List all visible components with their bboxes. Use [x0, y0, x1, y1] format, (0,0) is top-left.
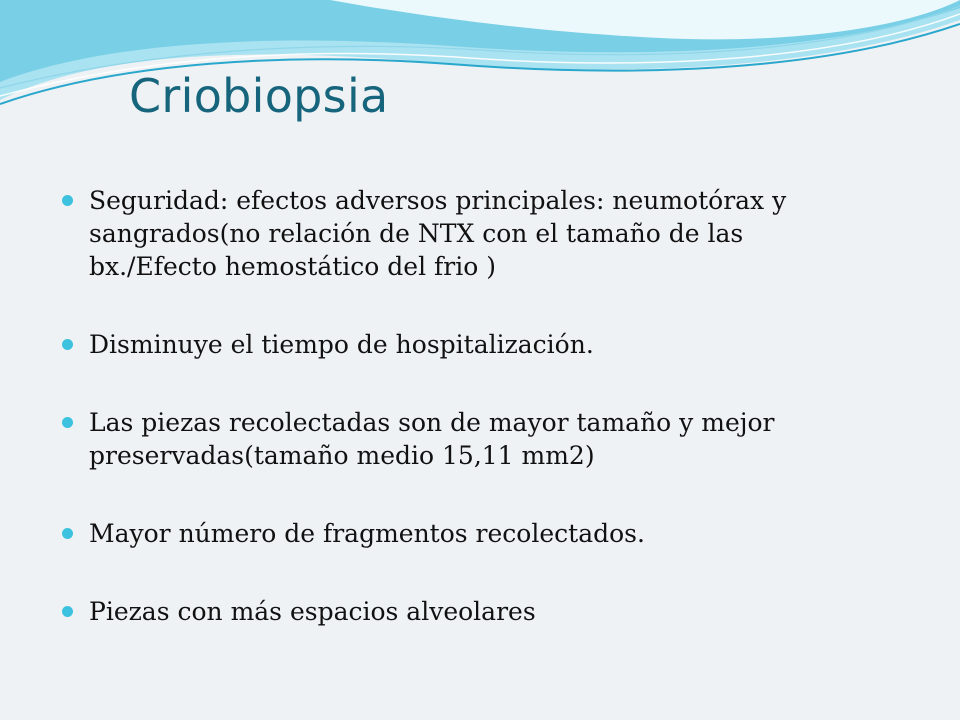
bullet-item [62, 184, 862, 283]
bullet-item [62, 406, 862, 472]
round-bullet-icon [62, 195, 73, 206]
bullet-item [62, 595, 862, 628]
bullet-text: Piezas con más espacios alveolares [89, 597, 536, 626]
bullet-item [62, 517, 862, 550]
bullet-text: Disminuye el tiempo de hospitalización. [89, 330, 594, 359]
bullet-list [62, 184, 862, 628]
round-bullet-icon [62, 339, 73, 350]
bullet-text: Seguridad: efectos adversos principales: neumotórax y sangrados(no relación de NTX con el tamaño de las bx./Efecto hemostático del frio ) [89, 186, 787, 281]
bullet-text: Las piezas recolectadas son de mayor tamaño y mejor preservadas(tamaño medio 15,11 mm2) [89, 408, 775, 470]
slide-title: Criobiopsia [129, 69, 389, 123]
round-bullet-icon [62, 606, 73, 617]
bullet-text: Mayor número de fragmentos recolectados. [89, 519, 645, 548]
bullet-item [62, 328, 862, 361]
round-bullet-icon [62, 528, 73, 539]
round-bullet-icon [62, 417, 73, 428]
